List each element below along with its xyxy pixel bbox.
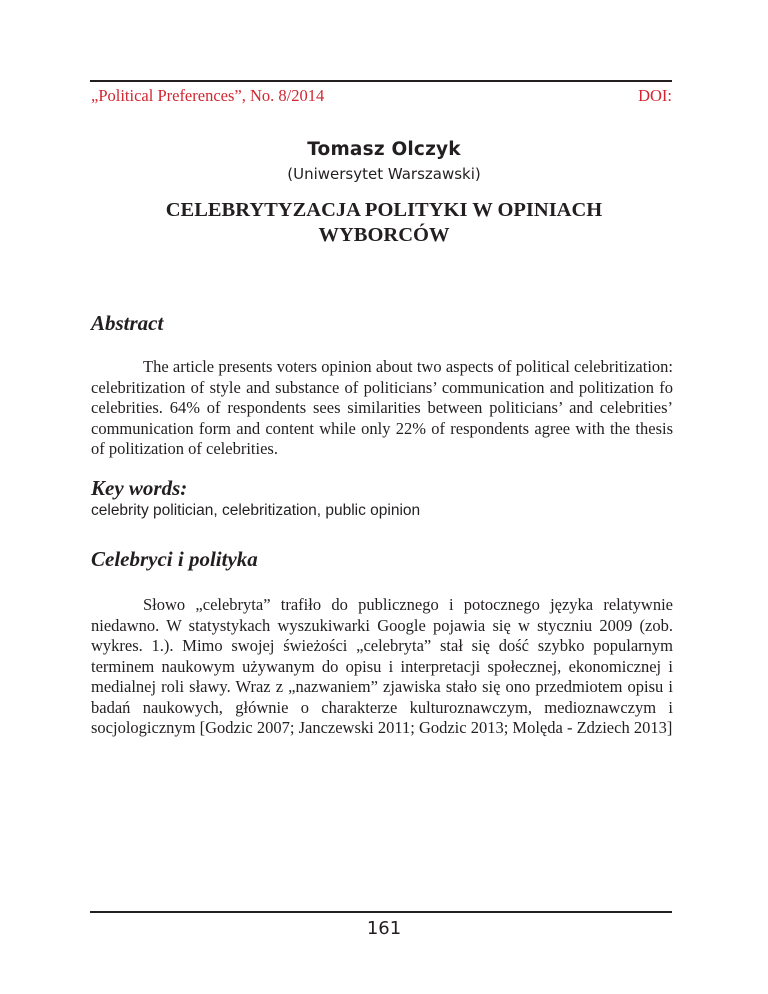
keywords-text: celebrity politician, celebritization, public opinion xyxy=(91,502,421,519)
journal-citation: „Political Preferences”, No. 8/2014 xyxy=(91,86,325,105)
keywords-heading: Key words: xyxy=(91,476,188,500)
section-body xyxy=(91,595,673,739)
paper-title xyxy=(120,198,648,248)
abstract-body xyxy=(91,357,673,460)
page-number: 161 xyxy=(366,918,402,939)
section-heading: Celebryci i polityka xyxy=(91,547,258,571)
abstract-heading: Abstract xyxy=(91,311,164,335)
abstract-text: The article presents voters opinion about two aspects of political celebritization: celebritization of style and substance of politicians’ communication and politization fo celebrities. 64% of respondents sees similarities between politicians’ and celebrities’ communication form and content while only 22% of respondents agree with the thesis of politization of celebrities. xyxy=(91,357,673,458)
title-line-2: WYBORCÓW xyxy=(318,224,450,246)
header-rule xyxy=(90,80,672,82)
author-name: Tomasz Olczyk xyxy=(307,139,461,160)
footer-rule xyxy=(90,911,672,913)
title-line-1: CELEBRYTYZACJA POLITYKI W OPINIACH xyxy=(165,199,603,221)
section-text: Słowo „celebryta” trafiło do publicznego i potocznego języka relatywnie niedawno. W statystykach wyszukiwarki Google pojawia się w styczniu 2009 (zob. wykres. 1.). Mimo swojej świeżości „celebryta” stał się dość szybko popularnym terminem naukowym używanym do opisu i interpretacji społecznej, ekonomicznej i medialnej roli sławy. Wraz z „nazwaniem” zjawiska stało się ono przedmiotem opisu i badań naukowych, głównie o charakterze kulturoznawczym, medioznawczym i socjologicznym [Godzic 2007; Janczewski 2011; Godzic 2013; Molęda - Zdziech 2013] xyxy=(91,595,673,737)
doi-label: DOI: xyxy=(638,86,672,105)
author-affiliation: (Uniwersytet Warszawski) xyxy=(287,165,481,183)
